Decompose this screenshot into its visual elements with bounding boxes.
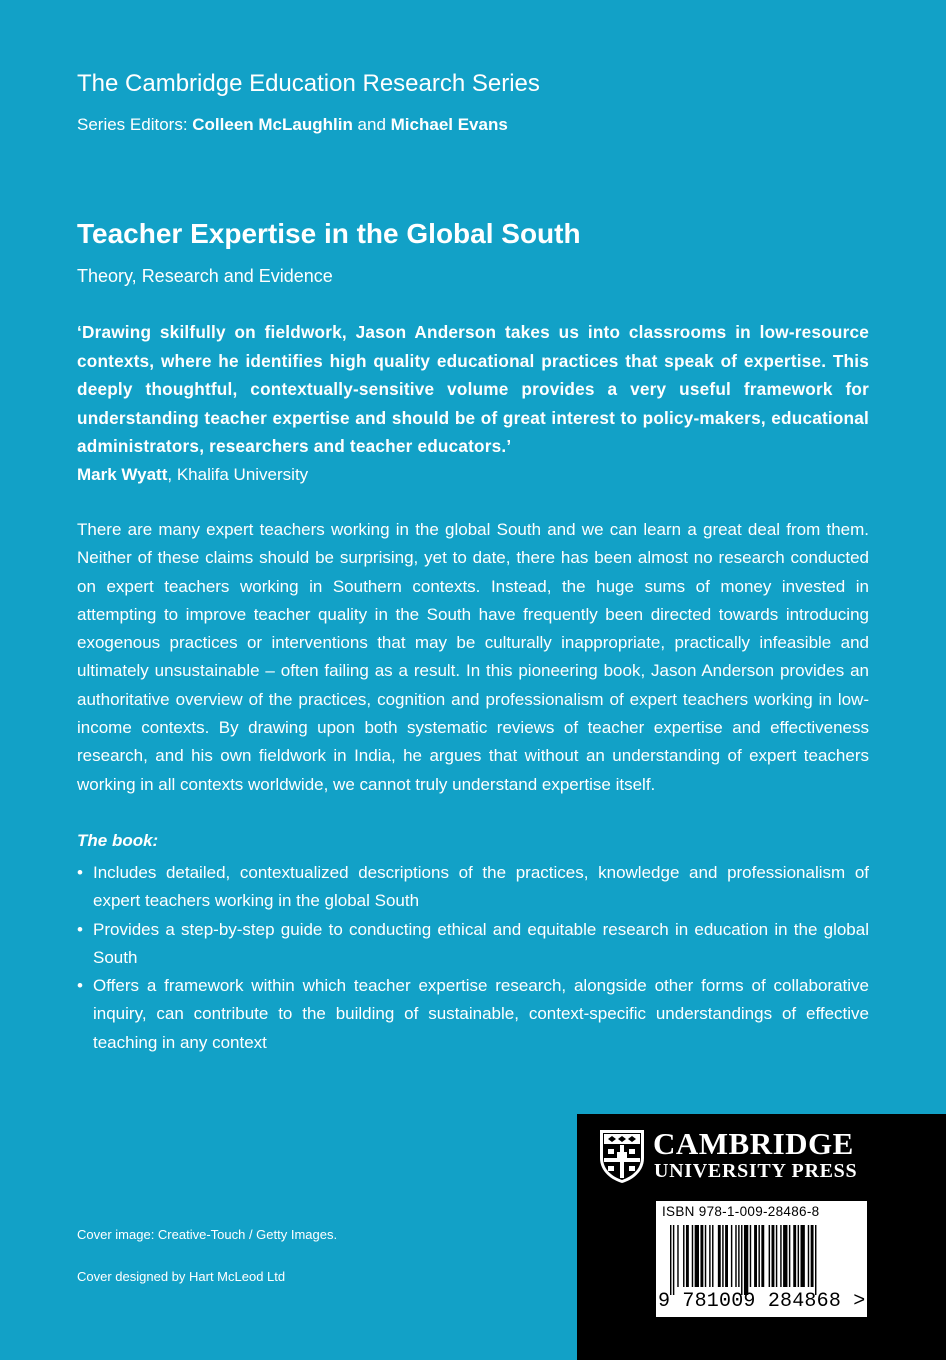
barcode-bar (789, 1225, 790, 1287)
features-list-item-text: Offers a framework within which teacher expertise research, alongside other forms of collaborative inquiry, can contribute to the building of sustainable, context-specific understandings of effective teaching in any context (93, 976, 869, 1052)
features-list-item (77, 972, 869, 1057)
barcode-bar (692, 1225, 693, 1287)
barcode-bar (673, 1225, 674, 1295)
bullet-icon: • (77, 919, 83, 939)
features-heading: The book: (77, 831, 159, 850)
barcode-bar (776, 1225, 777, 1287)
barcode-bar (758, 1225, 759, 1287)
barcode-bar (731, 1225, 732, 1287)
barcode-bar (798, 1225, 799, 1287)
barcode-end-mark: > (853, 1290, 866, 1313)
barcode-bar (722, 1225, 723, 1287)
isbn-barcode (656, 1201, 867, 1317)
barcode-bar (772, 1225, 775, 1287)
barcode-bar (741, 1225, 742, 1295)
book-description: There are many expert teachers working in the global South and we can learn a great deal from them. Neither of these claims should be surprising, yet to date, there has been almost no research conducted on expert teachers working in Southern contexts. Instead, the huge sums of money invested in attempting to improve teacher quality in the South have frequently been directed towards introducing exogenous practices or interventions that may be culturally inappropriate, practically infeasible and ultimately unsustainable – often failing as a result. In this pioneering book, Jason Anderson provides an authoritative overview of the practices, cognition and professionalism of expert teachers working in low-income contexts. By drawing upon both systematic reviews of teacher expertise and effectiveness research, and his own fieldwork in India, he argues that without an understanding of expert teachers working in all contexts worldwide, we cannot truly understand expertise itself. (77, 520, 869, 794)
publisher-subname: UNIVERSITY PRESS (654, 1160, 858, 1182)
features-list-item (77, 916, 869, 973)
features-list-item-text: Provides a step-by-step guide to conducting ethical and equitable research in education in the global South (93, 919, 869, 967)
series-editors (77, 115, 508, 135)
barcode-bar (735, 1225, 736, 1287)
bullet-icon: • (77, 863, 83, 882)
barcode-bar (769, 1225, 770, 1287)
book-subtitle: Theory, Research and Evidence (77, 266, 333, 286)
barcode-bar (815, 1225, 816, 1295)
barcode-bar (761, 1225, 764, 1287)
barcode-number: 9 781009 284868 (658, 1290, 842, 1313)
cover-design-credit: Cover designed by Hart McLeod Ltd (77, 1269, 286, 1284)
barcode-bar (718, 1225, 721, 1287)
book-title: Teacher Expertise in the Global South (77, 218, 581, 249)
barcode-bar (670, 1225, 671, 1295)
barcode-bar (683, 1225, 684, 1287)
features-list-item (77, 859, 869, 916)
barcode-bar (750, 1225, 751, 1287)
series-title: The Cambridge Education Research Series (77, 70, 540, 97)
barcode-bar (700, 1225, 703, 1287)
publisher-name: CAMBRIDGE (653, 1126, 854, 1161)
publisher-block (577, 1114, 946, 1360)
barcode-bar (801, 1225, 805, 1287)
barcode-bar (783, 1225, 787, 1287)
series-editors-joiner: and (352, 115, 391, 134)
barcode-bar (709, 1225, 710, 1287)
endorsement-author: Mark Wyatt (77, 465, 168, 484)
barcode-bar (712, 1225, 713, 1287)
barcode-bar (754, 1225, 757, 1287)
cambridge-crest-icon (598, 1128, 646, 1184)
isbn-label: ISBN 978-1-009-28486-8 (662, 1204, 820, 1219)
features-list-item-text: Includes detailed, contextualized descriptions of the practices, knowledge and professionalism of expert teachers working in the global South (93, 863, 869, 911)
endorsement-quote: ‘Drawing skilfully on fieldwork, Jason Anderson takes us into classrooms in low-resource contexts, where he identifies high quality educational practices that speak of expertise. This deeply thoughtful, contextually-sensitive volume provides a very useful framework for understanding teacher expertise and should be of great interest to policy-makers, educational administrators, researchers and teacher educators.’ (77, 322, 869, 456)
features-list (77, 859, 869, 1057)
cover-image-credit: Cover image: Creative-Touch / Getty Images. (77, 1227, 338, 1242)
series-editor-1: Colleen McLaughlin (192, 115, 353, 134)
barcode-digits (658, 1290, 865, 1313)
bullet-icon: • (77, 976, 83, 996)
barcode-bar (705, 1225, 706, 1287)
barcode-bar (725, 1225, 728, 1287)
barcode-bar (780, 1225, 781, 1287)
barcode-bar (738, 1225, 739, 1287)
barcode-bar (793, 1225, 796, 1287)
barcode-bar (677, 1225, 678, 1287)
barcode-bar (695, 1225, 699, 1287)
barcode-bar (744, 1225, 748, 1295)
barcode-bar (811, 1225, 814, 1287)
barcode-bar (808, 1225, 809, 1287)
endorsement-attribution (77, 465, 308, 485)
endorsement-affiliation: , Khalifa University (167, 465, 309, 484)
barcode-bar (686, 1225, 689, 1287)
series-editors-prefix: Series Editors: (77, 115, 193, 134)
series-editor-2: Michael Evans (390, 115, 508, 134)
